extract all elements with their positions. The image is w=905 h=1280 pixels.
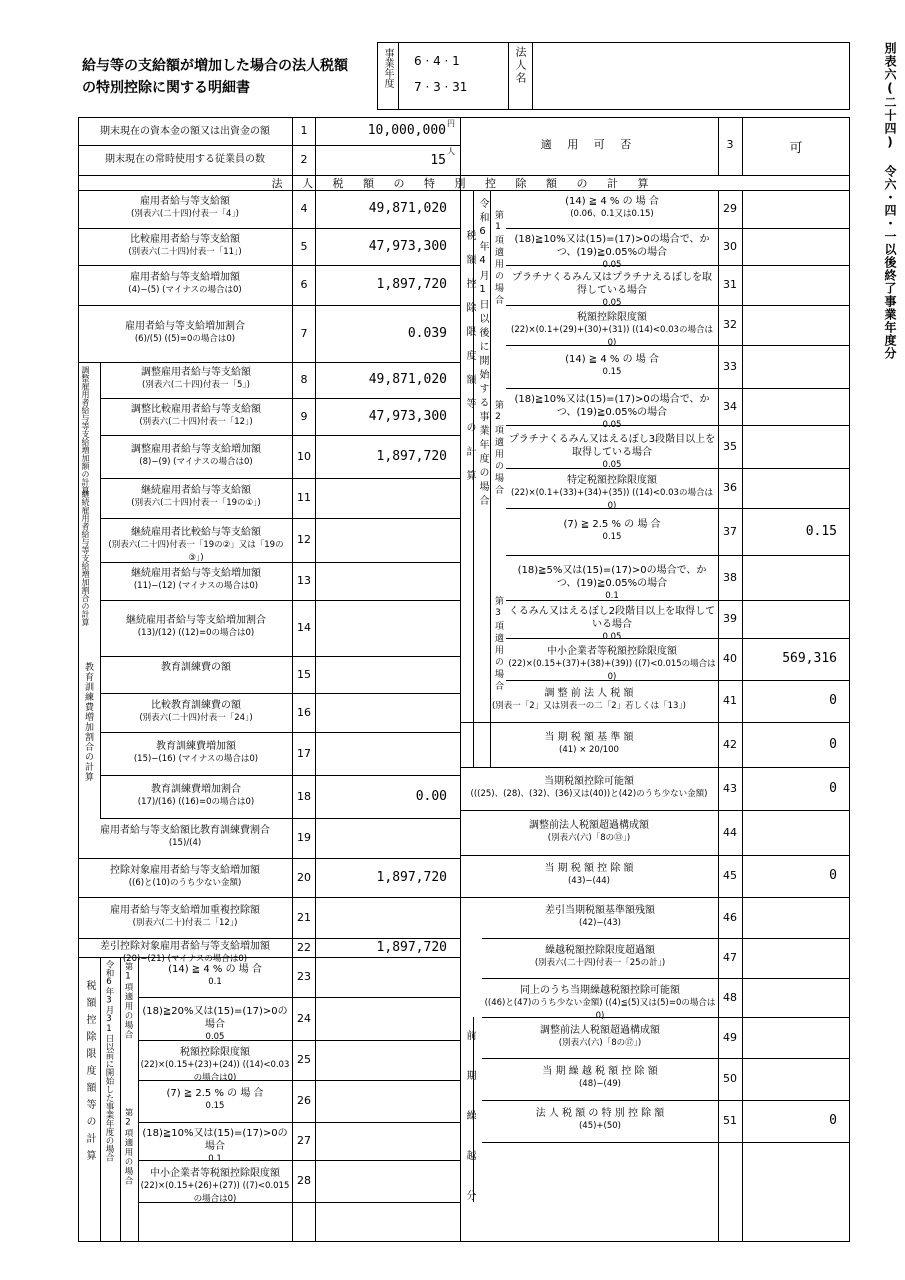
right-row-label-36 (508, 474, 716, 513)
form-title: 給与等の支給額が増加した場合の法人税額 の特別控除に関する明細書 (82, 58, 348, 96)
right-row-value-40[interactable]: 569,316 (782, 651, 837, 666)
left-row-label-11 (102, 484, 290, 510)
right-row-num-34: 34 (723, 399, 737, 413)
left-group-2: 継続雇用者給与等支給増加割合の計算 (81, 490, 90, 626)
left-row-value-6[interactable]: 1,897,720 (376, 277, 447, 292)
left-row-label-sub: (別表六(二十四)付表一「19の①」) (131, 498, 261, 508)
right-row-num-46: 46 (723, 910, 737, 924)
left-row-num-13: 13 (297, 574, 311, 587)
left-row-label-16 (102, 699, 290, 725)
left-row-num-21: 21 (297, 910, 311, 924)
left-row-num-27: 27 (297, 1134, 311, 1147)
tekiyo-value[interactable]: 可 (789, 141, 803, 156)
left-row-label-15 (102, 661, 290, 674)
right-row-label-sub: 0.05 (602, 632, 622, 642)
right-row-label-sub: (別表六(二十四)付表一「25の計」) (534, 958, 666, 968)
left-group-4: 税額控除限度額等の計算 (84, 980, 95, 1167)
left-row-value-10[interactable]: 1,897,720 (376, 448, 447, 464)
right-row-label-text: 当期税額控除可能額 (544, 775, 634, 787)
left-row-num-25: 25 (297, 1053, 311, 1066)
left-row-label-7 (80, 320, 290, 346)
fiscal-from: 6 · 4 · 1 (414, 54, 460, 68)
left-row-label-sub: (別表六(二十四)付表一「11」) (128, 246, 242, 257)
right-row-label-42 (462, 731, 716, 757)
left-group-4b1: 第1項適用の場合 (123, 962, 133, 1040)
left-row-label-sub: (13)/(12) ((12)=0の場合は0) (137, 628, 255, 638)
left-row-label-text: 比較教育訓練費の額 (151, 699, 241, 711)
left-row-label-text: 継続雇用者給与等支給額 (141, 485, 251, 496)
right-row-num-43: 43 (723, 781, 737, 795)
right-row-label-sub: (48)−(49) (578, 1079, 622, 1089)
right-group-2: 令和6年4月1日以後に開始する事業年度の場合 (477, 198, 488, 509)
row-2-value[interactable]: 15 (430, 153, 446, 168)
right-row-label-sub: 0.05 (602, 459, 622, 470)
right-row-label-text: プラチナくるみん又はえるぼし3段階目以上を取得している場合 (508, 433, 716, 458)
right-row-label-text: (7) ≧ 2.5 % の 場 合 (563, 518, 661, 530)
left-row-label-sub: (15)/(4) (168, 838, 202, 848)
row-2-label: 期末現在の常時使用する従業員の数 (105, 154, 265, 165)
tekiyo-label: 適 用 可 否 (540, 138, 638, 151)
right-row-label-text: くるみん又はえるぼし2段階目以上を取得している場合 (508, 606, 716, 630)
left-row-label-24 (140, 1005, 290, 1044)
right-row-num-39: 39 (723, 612, 737, 625)
right-row-label-33 (508, 353, 716, 379)
left-row-value-9[interactable]: 47,973,300 (368, 408, 447, 424)
right-row-label-sub: (別表六(六)「8の⑬」) (547, 832, 631, 843)
right-row-label-text: (18)≧5%又は(15)=(17)>0の場合で、かつ、(19)≧0.05%の場合 (517, 564, 707, 589)
right-row-label-31 (508, 271, 716, 310)
right-row-num-29: 29 (723, 202, 737, 215)
left-row-label-sub: (22)×(0.15+(26)+(27)) ((7)<0.015の場合は0) (140, 1181, 290, 1204)
left-row-label-sub: (11)−(12) (マイナスの場合は0) (133, 581, 259, 591)
right-row-num-33: 33 (723, 359, 737, 373)
right-row-label-text: 当 期 繰 越 税 額 控 除 額 (542, 1066, 658, 1077)
left-row-num-5: 5 (300, 239, 308, 253)
side-text: 別表六(二十四) 令六・四・一以後終了事業年度分 (883, 42, 897, 360)
right-row-label-sub: (22)×(0.15+(37)+(38)+(39)) ((7)<0.015の場合は0) (508, 659, 716, 682)
left-row-label-23 (140, 963, 290, 989)
right-row-label-text: 繰越税額控除限度超過額 (545, 945, 655, 956)
right-row-label-sub: 0.05 (602, 259, 622, 270)
right-row-num-47: 47 (723, 951, 737, 964)
left-row-num-14: 14 (297, 621, 311, 634)
left-row-label-text: 教育訓練費増加額 (156, 740, 236, 752)
right-row-label-sub: ((46)と(47)のうち少ない金額) ((4)≦(5)又は(5)=0の場合は0) (484, 997, 716, 1021)
left-row-label-text: (18)≧20%又は(15)=(17)>0の場合 (142, 1005, 288, 1030)
right-row-num-37: 37 (723, 524, 737, 538)
right-row-num-40: 40 (723, 652, 737, 665)
right-row-label-50 (484, 1065, 716, 1091)
left-row-num-15: 15 (297, 667, 311, 681)
right-row-label-text: (14) ≧ 4 % の 場 合 (565, 353, 659, 365)
left-row-label-14 (102, 614, 290, 640)
left-row-value-22[interactable]: 1,897,720 (376, 939, 447, 955)
left-row-label-sub: 0.05 (205, 1031, 225, 1042)
right-group-3: 第1項適用の場合 (493, 210, 503, 307)
right-group-5: 第3項適用の場合 (493, 596, 503, 693)
left-row-label-sub: 0.15 (205, 1101, 225, 1111)
left-row-label-6 (80, 271, 290, 297)
right-row-label-45 (462, 862, 716, 888)
left-row-label-sub: (別表六(二十四)付表一「24」) (139, 712, 253, 723)
left-row-label-text: 教育訓練費の額 (161, 661, 231, 673)
left-group-4a: 令和6年3月31日以前に開始した事業年度の場合 (104, 960, 114, 1162)
left-row-num-8: 8 (300, 373, 308, 386)
right-row-label-sub: (別表六(六)「8の⑰」) (558, 1037, 642, 1048)
left-row-label-12 (102, 526, 290, 565)
left-row-label-20 (80, 864, 290, 890)
right-group-6: 前期繰越分 (464, 1030, 475, 1230)
left-row-num-4: 4 (300, 202, 308, 215)
right-row-label-48 (484, 984, 716, 1023)
left-row-label-sub: (別表六(二十四)付表一「5」) (142, 380, 250, 390)
right-row-label-sub: 0.15 (602, 366, 622, 377)
right-row-label-text: (18)≧10%又は(15)=(17)>0の場合で、かつ、(19)≧0.05%の場合 (514, 233, 710, 258)
right-row-label-29 (508, 195, 716, 221)
left-row-label-text: 調整比較雇用者給与等支給額 (131, 403, 261, 415)
left-row-label-text: 継続雇用者比較給与等支給額 (131, 527, 261, 538)
left-row-label-18 (102, 783, 290, 809)
right-row-label-sub: 0.1 (605, 590, 619, 601)
left-row-num-28: 28 (297, 1174, 311, 1187)
right-row-label-51 (484, 1107, 716, 1133)
right-row-num-50: 50 (723, 1072, 737, 1085)
right-row-label-text: (18)≧10%又は(15)=(17)>0の場合で、かつ、(19)≧0.05%の場合 (514, 393, 710, 418)
right-row-label-44 (462, 819, 716, 845)
left-row-label-text: 調整雇用者給与等支給増加額 (131, 443, 261, 455)
left-row-label-text: 中小企業者等税額控除限度額 (150, 1168, 280, 1179)
left-row-num-26: 26 (297, 1094, 311, 1107)
right-row-value-41[interactable]: 0 (829, 693, 837, 708)
right-row-label-sub: (41) × 20/100 (559, 744, 619, 755)
right-row-num-35: 35 (723, 439, 737, 453)
right-row-label-sub: (22)×(0.1+(29)+(30)+(31)) ((14)<0.03の場合は0) (511, 325, 713, 348)
left-row-label-sub: (4)−(5) (マイナスの場合は0) (128, 285, 242, 295)
left-row-label-text: 雇用者給与等支給額比教育訓練費割合 (100, 825, 270, 836)
left-row-value-8[interactable]: 49,871,020 (368, 372, 447, 387)
left-row-value-7[interactable]: 0.039 (407, 325, 447, 341)
left-row-label-text: 控除対象雇用者給与等支給増加額 (110, 864, 260, 876)
left-row-num-18: 18 (297, 789, 311, 803)
left-row-label-sub: (6)/(5) ((5)=0の場合は0) (134, 333, 236, 344)
left-row-label-text: (14) ≧ 4 % の 場 合 (168, 964, 262, 975)
left-row-label-text: 雇用者給与等支給増加重複控除額 (110, 904, 260, 916)
left-row-label-sub: (別表六(二十四)付表一「4」) (131, 209, 239, 219)
left-row-num-11: 11 (297, 491, 311, 504)
right-row-label-40 (508, 645, 716, 684)
right-row-label-sub: (45)+(50) (578, 1121, 622, 1131)
right-row-label-49 (484, 1024, 716, 1050)
left-row-label-text: 差引控除対象雇用者給与等支給増加額 (100, 941, 270, 952)
left-row-label-text: 税額控除限度額 (180, 1047, 250, 1058)
right-row-num-49: 49 (723, 1030, 737, 1044)
left-row-label-text: 雇用者給与等支給増加割合 (125, 320, 245, 332)
left-row-label-28 (140, 1167, 290, 1206)
right-row-num-38: 38 (723, 570, 737, 584)
right-row-label-30 (508, 233, 716, 272)
right-row-label-text: 同上のうち当期繰越税額控除可能額 (520, 984, 680, 996)
right-row-label-text: (14) ≧ 4 % の 場 合 (565, 196, 659, 207)
right-group-1: 税額控除限度額等の計算 (464, 230, 475, 494)
left-row-label-17 (102, 740, 290, 766)
left-row-label-sub: 0.1 (208, 1154, 222, 1164)
left-row-label-sub: (別表六(二十)付表二「12」) (132, 917, 238, 928)
left-row-num-6: 6 (300, 278, 308, 291)
right-row-label-text: 税額控除限度額 (577, 312, 647, 323)
left-row-label-sub: (17)/(16) ((16)=0の場合は0) (137, 796, 255, 807)
left-row-label-text: 比較雇用者給与等支給額 (130, 233, 240, 245)
left-row-label-26 (140, 1087, 290, 1113)
left-group-4b2: 第2項適用の場合 (123, 1108, 133, 1186)
right-row-num-42: 42 (723, 737, 737, 751)
right-row-num-36: 36 (723, 481, 737, 494)
right-row-num-51: 51 (723, 1114, 737, 1127)
row-1-value[interactable]: 10,000,000 (367, 123, 446, 138)
fiscal-label: 事業年度 (382, 48, 393, 88)
right-group-4: 第2項適用の場合 (493, 400, 503, 497)
right-row-value-42[interactable]: 0 (829, 736, 837, 752)
left-row-num-10: 10 (297, 449, 311, 463)
fiscal-to: 7 · 3 · 31 (414, 80, 468, 94)
left-row-label-text: 教育訓練費増加割合 (151, 783, 241, 795)
left-row-label-text: 継続雇用者給与等支給増加額 (131, 568, 261, 579)
left-row-num-17: 17 (297, 746, 311, 760)
left-row-label-sub: (別表六(二十四)付表一「19の②」又は「19の③」) (108, 540, 284, 563)
right-row-label-35 (508, 433, 716, 472)
right-row-label-text: 当 期 税 額 基 準 額 (544, 731, 634, 743)
left-row-num-19: 19 (297, 831, 311, 844)
right-row-label-39 (508, 605, 716, 644)
right-row-value-51[interactable]: 0 (829, 1113, 837, 1128)
left-row-label-text: (18)≧10%又は(15)=(17)>0の場合 (142, 1128, 288, 1152)
right-row-label-text: 特定税額控除限度額 (567, 475, 657, 486)
right-row-label-text: 調整前法人税額超過構成額 (529, 819, 649, 831)
right-row-label-sub: (43)−(44) (567, 876, 611, 886)
right-row-label-sub: 0.15 (602, 531, 622, 542)
right-row-label-text: 差引当期税額基準額残額 (545, 904, 655, 916)
left-row-label-text: 雇用者給与等支給増加額 (130, 272, 240, 283)
left-row-label-sub: (15)−(16) (マイナスの場合は0) (133, 753, 259, 764)
left-row-num-23: 23 (297, 970, 311, 983)
right-row-value-37[interactable]: 0.15 (805, 523, 837, 539)
right-row-num-30: 30 (723, 239, 737, 253)
left-row-value-20[interactable]: 1,897,720 (376, 869, 447, 885)
right-row-label-text: 調整前法人税額超過構成額 (540, 1024, 660, 1036)
right-row-label-text: 法 人 税 額 の 特 別 控 除 額 (535, 1108, 665, 1119)
left-row-label-25 (140, 1046, 290, 1085)
right-row-label-sub: (22)×(0.1+(33)+(34)+(35)) ((14)<0.03の場合は0) (511, 488, 713, 511)
left-row-label-text: 継続雇用者給与等支給増加割合 (126, 615, 266, 626)
right-row-num-31: 31 (723, 278, 737, 291)
left-row-num-24: 24 (297, 1011, 311, 1025)
right-row-label-37 (508, 518, 716, 544)
header-box (377, 42, 850, 110)
left-row-label-21 (80, 904, 290, 930)
left-row-label-sub: (別表六(二十四)付表一「12」) (139, 416, 253, 427)
right-row-label-text: 調 整 前 法 人 税 額 (544, 688, 634, 699)
left-row-label-4 (80, 195, 290, 221)
left-group-1: 調整雇用者給与等支給増加額の計算 (81, 366, 90, 494)
right-row-num-41: 41 (723, 694, 737, 707)
left-row-label-10 (102, 443, 290, 469)
left-row-label-sub: (20)−(21) (マイナスの場合は0) (122, 954, 248, 964)
right-row-label-32 (508, 311, 716, 350)
right-row-label-text: 当 期 税 額 控 除 額 (544, 863, 634, 874)
right-row-label-sub: (別表一「2」又は別表一の二「2」若しくは「13」) (491, 701, 687, 711)
right-row-label-34 (508, 393, 716, 432)
right-row-label-sub: (42)−(43) (578, 917, 622, 928)
left-row-label-text: (7) ≧ 2.5 % の 場 合 (166, 1088, 264, 1099)
left-group-3: 教育訓練費増加割合の計算 (83, 662, 93, 782)
left-row-num-7: 7 (300, 326, 308, 340)
right-row-label-sub: 0.05 (602, 298, 622, 308)
left-row-label-8 (102, 366, 290, 392)
row-1-label: 期末現在の資本金の額又は出資金の額 (100, 126, 270, 137)
left-row-label-5 (80, 233, 290, 259)
right-row-label-47 (484, 944, 716, 970)
right-row-label-46 (484, 904, 716, 930)
right-row-label-text: 中小企業者等税額控除限度額 (547, 646, 677, 657)
left-row-num-22: 22 (297, 940, 311, 954)
left-row-value-5[interactable]: 47,973,300 (368, 238, 447, 254)
left-row-num-16: 16 (297, 705, 311, 719)
right-row-value-45[interactable]: 0 (829, 868, 837, 883)
left-row-num-12: 12 (297, 533, 311, 546)
left-row-label-9 (102, 403, 290, 429)
left-row-label-sub: 0.1 (208, 977, 222, 987)
right-row-label-38 (508, 564, 716, 603)
right-row-label-text: プラチナくるみん又はプラチナえるぼしを取得している場合 (512, 272, 712, 296)
section-header: 法 人 税 額 の 特 別 控 除 額 の 計 算 (271, 177, 657, 190)
right-row-label-sub: (0.06、0.1又は0.15) (570, 209, 654, 219)
left-row-value-4[interactable]: 49,871,020 (368, 201, 447, 216)
left-row-num-9: 9 (300, 409, 308, 423)
right-row-num-45: 45 (723, 869, 737, 882)
right-row-label-sub: 0.05 (602, 419, 622, 430)
right-row-value-43[interactable]: 0 (829, 780, 837, 796)
left-row-label-13 (102, 567, 290, 593)
right-row-num-32: 32 (723, 318, 737, 331)
right-row-num-48: 48 (723, 990, 737, 1004)
left-row-label-text: 調整雇用者給与等支給額 (141, 367, 251, 378)
left-row-num-20: 20 (297, 870, 311, 884)
left-row-value-18[interactable]: 0.00 (415, 788, 447, 804)
left-row-label-19 (80, 824, 290, 850)
left-row-label-27 (140, 1127, 290, 1166)
right-row-num-44: 44 (723, 825, 737, 839)
corp-label: 法人名 (514, 46, 527, 85)
left-row-label-sub: (22)×(0.15+(23)+(24)) ((14)<0.03の場合は0) (140, 1060, 290, 1083)
right-row-label-sub: (((25)、(28)、(32)、(36)又は(40))と(42)のうち少ない金額) (470, 788, 708, 799)
left-row-label-text: 雇用者給与等支給額 (140, 196, 230, 207)
right-row-label-43 (462, 775, 716, 801)
left-row-label-sub: (8)−(9) (マイナスの場合は0) (139, 456, 253, 467)
left-row-label-sub: ((6)と(10)のうち少ない金額) (128, 877, 242, 888)
